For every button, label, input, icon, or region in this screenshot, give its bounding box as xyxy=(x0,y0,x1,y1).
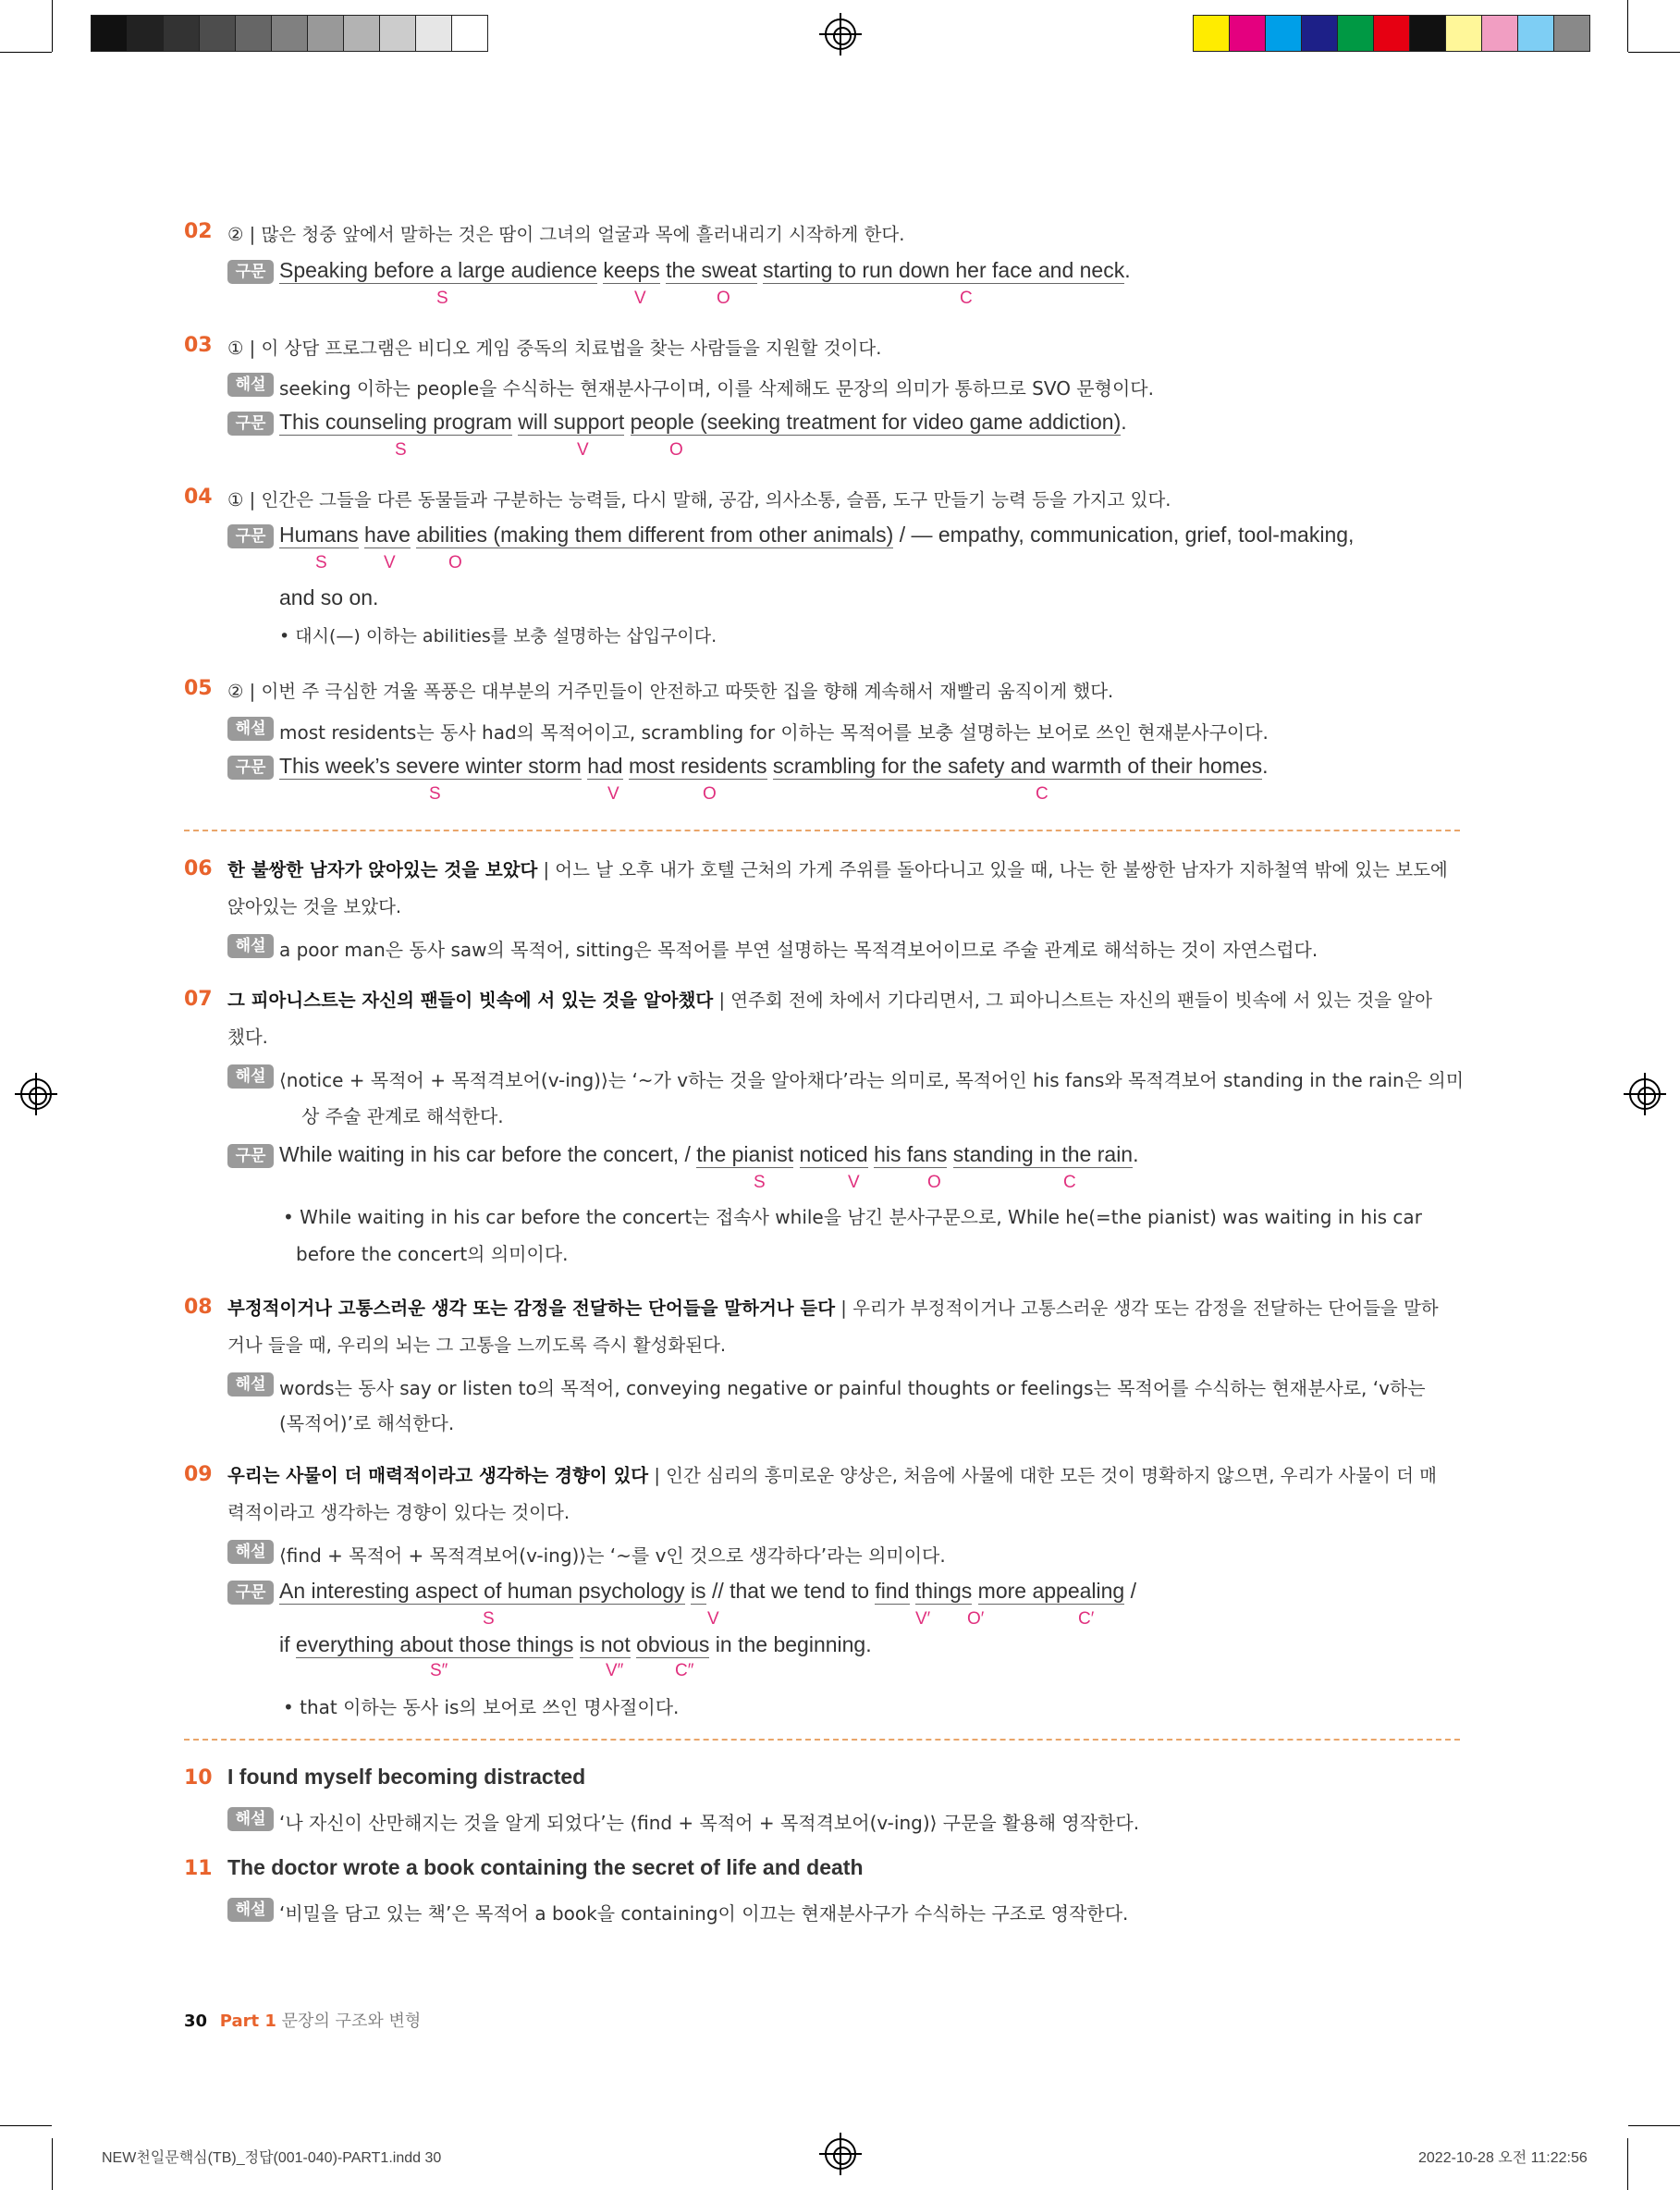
translation-continued: 거나 들을 때, 우리의 뇌는 그 고통을 느끼도록 즉시 활성화된다. xyxy=(227,1335,727,1356)
subject-phrase: Speaking before a large audience xyxy=(279,258,597,282)
item-number: 03 xyxy=(184,334,213,357)
item-header xyxy=(227,855,1448,881)
gumun-badge: 구문 xyxy=(227,1144,274,1168)
item-header: ① | 인간은 그들을 다른 동물들과 구분하는 능력들, 다시 말해, 공감, 의사소통, 슬픔, 도구 만들기 능력 등을 가지고 있다. xyxy=(227,489,1171,511)
tag-c: C xyxy=(1036,784,1048,804)
color-swatch xyxy=(271,15,308,52)
if-word: if xyxy=(279,1632,296,1656)
item-number: 07 xyxy=(184,988,213,1011)
answer: 한 불쌍한 남자가 앉아있는 것을 보았다 xyxy=(227,859,538,880)
color-swatch xyxy=(1229,15,1266,52)
gumun-badge: 구문 xyxy=(227,524,274,548)
tag-c: C xyxy=(1063,1173,1076,1192)
translation-continued: 앉아있는 것을 보았다. xyxy=(227,896,402,917)
gumun-badge: 구문 xyxy=(227,1581,274,1605)
explanation: ⟨find + 목적어 + 목적격보어(v-ing)⟩는 ‘~를 v인 것으로 생각하다’라는 의미이다. xyxy=(279,1544,946,1567)
object-phrase: the sweat xyxy=(666,258,757,282)
subject-phrase: the pianist xyxy=(696,1142,794,1166)
period: . xyxy=(1124,258,1131,282)
period: . xyxy=(1262,754,1269,778)
color-swatch xyxy=(1373,15,1410,52)
structure-line xyxy=(279,754,1269,779)
tag-o: O xyxy=(927,1173,941,1192)
registration-mark-top-icon xyxy=(825,18,856,50)
tag-s: S xyxy=(483,1609,495,1629)
explanation: most residents는 동사 had의 목적어이고, scrambling for 이하는 목적어를 보충 설명하는 보어로 쓰인 현재분사구이다. xyxy=(279,721,1269,744)
item-header xyxy=(227,1294,1439,1320)
color-swatch xyxy=(379,15,416,52)
complement-phrase: starting to run down her face and neck xyxy=(762,258,1125,282)
color-swatch xyxy=(451,15,488,52)
tag-o2: O′ xyxy=(967,1609,985,1629)
color-swatch xyxy=(91,15,128,52)
object-phrase: most residents xyxy=(628,754,767,778)
slug-date: 2022-10-28 오전 11:22:56 xyxy=(1418,2150,1588,2166)
verb-phrase: have xyxy=(364,523,411,547)
answer: 그 피아니스트는 자신의 팬들이 빗속에 서 있는 것을 알아챘다 xyxy=(227,990,714,1011)
explanation: words는 동사 say or listen to의 목적어, conveying negative or painful thoughts or feelings는 목적어를 수식하는 현재분사로, ‘v하는 xyxy=(279,1377,1426,1399)
tag-c3: C″ xyxy=(675,1661,694,1680)
tag-v3: V″ xyxy=(606,1661,624,1680)
item-number: 04 xyxy=(184,486,213,509)
tag-s: S xyxy=(395,440,407,460)
verb-phrase: will support xyxy=(518,410,625,434)
answer: 부정적이거나 고통스러운 생각 또는 감정을 전달하는 단어들을 말하거나 듣다 xyxy=(227,1298,836,1319)
subject-phrase: Humans xyxy=(279,523,359,547)
structure-line xyxy=(279,1142,1138,1167)
translation: | 인간 심리의 흥미로운 양상은, 처음에 사물에 대한 모든 것이 명확하지 않으면, 우리가 사물이 더 매 xyxy=(648,1465,1437,1486)
sentence-end: in the beginning. xyxy=(709,1632,872,1656)
haeseol-badge: 해설 xyxy=(227,1807,274,1831)
verb2-phrase: find xyxy=(875,1579,910,1603)
color-swatch xyxy=(307,15,344,52)
tag-c2: C′ xyxy=(1078,1609,1095,1629)
tag-o: O xyxy=(448,553,462,572)
object-phrase: abilities (making them different from other animals) xyxy=(416,523,894,547)
subject-phrase: An interesting aspect of human psychology xyxy=(279,1579,685,1603)
item-number: 09 xyxy=(184,1463,213,1486)
tag-v: V xyxy=(384,553,396,572)
tag-s: S xyxy=(315,553,327,572)
section-divider xyxy=(184,1739,1460,1741)
explanation: seeking 이하는 people을 수식하는 현재분사구이며, 이를 삭제해도 문장의 의미가 통하므로 SVO 문형이다. xyxy=(279,377,1154,400)
item-header: ② | 많은 청중 앞에서 말하는 것은 땀이 그녀의 얼굴과 목에 흘러내리기 시작하게 한다. xyxy=(227,224,905,245)
object2-phrase: things xyxy=(914,1579,973,1603)
verb-phrase: keeps xyxy=(603,258,660,282)
explanation: ‘나 자신이 산만해지는 것을 알게 되었다’는 ⟨find + 목적어 + 목적격보어(v-ing)⟩ 구문을 활용해 영작한다. xyxy=(279,1812,1140,1834)
haeseol-badge: 해설 xyxy=(227,1372,274,1396)
color-swatch xyxy=(235,15,272,52)
tag-v: V xyxy=(634,289,646,308)
color-swatch xyxy=(343,15,380,52)
structure-line-continued xyxy=(279,1632,872,1657)
color-swatch xyxy=(1409,15,1446,52)
verb3-phrase: is not xyxy=(579,1632,631,1656)
participle-clause: While waiting in his car before the concert, / xyxy=(279,1142,697,1166)
item-header xyxy=(227,1461,1437,1487)
tag-s3: S″ xyxy=(430,1661,448,1680)
item-number: 08 xyxy=(184,1296,213,1319)
bullet-note-continued: before the concert의 의미이다. xyxy=(296,1243,569,1265)
color-swatch xyxy=(1445,15,1482,52)
translation: | 어느 날 오후 내가 호텔 근처의 가게 주위를 돌아다니고 있을 때, 나는 한 불쌍한 남자가 지하철역 밖에 있는 보도에 xyxy=(537,859,1448,880)
object-phrase: people (seeking treatment for video game addiction) xyxy=(630,410,1122,434)
verb-phrase: noticed xyxy=(799,1142,868,1166)
haeseol-badge: 해설 xyxy=(227,1064,274,1089)
subject3-phrase: everything about those things xyxy=(295,1632,574,1656)
page-footer xyxy=(184,2008,421,2032)
item-number: 06 xyxy=(184,857,213,880)
item-header: ② | 이번 주 극심한 겨울 폭풍은 대부분의 거주민들이 안전하고 따뜻한 집을 향해 계속해서 재빨리 움직이게 했다. xyxy=(227,681,1114,702)
tag-v: V xyxy=(607,784,619,804)
item-header xyxy=(227,986,1432,1012)
structure-line-continued: and so on. xyxy=(279,585,379,609)
slash: / xyxy=(1124,1579,1136,1603)
color-swatch xyxy=(1481,15,1518,52)
verb-phrase: had xyxy=(587,754,623,778)
tag-s: S xyxy=(754,1173,766,1192)
period: . xyxy=(1133,1142,1139,1166)
gumun-badge: 구문 xyxy=(227,260,274,284)
answer: I found myself becoming distracted xyxy=(227,1765,586,1789)
explanation-continued: 상 주술 관계로 해석한다. xyxy=(301,1105,504,1127)
structure-line xyxy=(279,523,1354,548)
part-label: Part 1 xyxy=(219,2012,276,2031)
complement-phrase: scrambling for the safety and warmth of their homes xyxy=(772,754,1263,778)
tag-v: V xyxy=(848,1173,860,1192)
registration-mark-bottom-icon xyxy=(825,2138,856,2170)
registration-mark-right-icon xyxy=(1629,1078,1661,1110)
complement3-phrase: obvious xyxy=(636,1632,710,1656)
subject-phrase: This counseling program xyxy=(279,410,512,434)
color-swatch xyxy=(1265,15,1302,52)
translation-continued: 챘다. xyxy=(227,1027,268,1048)
item-number: 05 xyxy=(184,677,213,700)
tag-o: O xyxy=(717,289,730,308)
haeseol-badge: 해설 xyxy=(227,1898,274,1922)
item-number: 02 xyxy=(184,220,213,243)
bullet-note: • that 이하는 동사 is의 보어로 쓰인 명사절이다. xyxy=(283,1696,680,1718)
structure-line xyxy=(279,1579,1136,1604)
gumun-badge: 구문 xyxy=(227,756,274,780)
color-swatch xyxy=(1337,15,1374,52)
translation: | 우리가 부정적이거나 고통스러운 생각 또는 감정을 전달하는 단어들을 말하 xyxy=(835,1298,1439,1319)
complement-phrase: standing in the rain xyxy=(952,1142,1134,1166)
explanation: ‘비밀을 담고 있는 책’은 목적어 a book을 containing이 이끄는 현재분사구가 수식하는 구조로 영작한다. xyxy=(279,1902,1129,1925)
explanation-continued: (목적어)’로 해석한다. xyxy=(279,1412,455,1434)
tag-s: S xyxy=(436,289,448,308)
complement2-phrase: more appealing xyxy=(977,1579,1125,1603)
slug-filename: NEW천일문핵심(TB)_정답(001-040)-PART1.indd 30 xyxy=(102,2150,442,2166)
tag-v2: V′ xyxy=(915,1609,931,1629)
item-header: ① | 이 상담 프로그램은 비디오 게임 중독의 치료법을 찾는 사람들을 지원할 것이다. xyxy=(227,338,882,359)
color-swatch xyxy=(199,15,236,52)
item-number: 10 xyxy=(184,1766,213,1790)
tag-s: S xyxy=(429,784,441,804)
translation-continued: 력적이라고 생각하는 경향이 있다는 것이다. xyxy=(227,1502,570,1523)
section-divider xyxy=(184,830,1460,831)
color-swatch xyxy=(1517,15,1554,52)
color-swatch xyxy=(163,15,200,52)
subject-phrase: This week’s severe winter storm xyxy=(279,754,582,778)
tag-o: O xyxy=(669,440,683,460)
color-swatch xyxy=(415,15,452,52)
haeseol-badge: 해설 xyxy=(227,717,274,741)
color-swatch xyxy=(1553,15,1590,52)
part-title: 문장의 구조와 변형 xyxy=(281,2012,422,2031)
answer: The doctor wrote a book containing the secret of life and death xyxy=(227,1855,864,1879)
haeseol-badge: 해설 xyxy=(227,1540,274,1564)
bullet-note: • 대시(—) 이하는 abilities를 보충 설명하는 삽입구이다. xyxy=(279,626,717,646)
tag-c: C xyxy=(960,289,973,308)
explanation: a poor man은 동사 saw의 목적어, sitting은 목적어를 부연 설명하는 목적격보어이므로 주술 관계로 해석하는 것이 자연스럽다. xyxy=(279,939,1318,961)
tag-v: V xyxy=(577,440,589,460)
that-clause-intro: // that we tend to xyxy=(705,1579,876,1603)
color-swatch xyxy=(1301,15,1338,52)
bullet-note: • While waiting in his car before the concert는 접속사 while을 남긴 분사구문으로, While he(=the pianist) was waiting in his car xyxy=(283,1206,1422,1228)
haeseol-badge: 해설 xyxy=(227,934,274,958)
explanation: ⟨notice + 목적어 + 목적격보어(v-ing)⟩는 ‘~가 v하는 것을 알아채다’라는 의미로, 목적어인 his fans와 목적격보어 standing in the rain은 의미 xyxy=(279,1069,1465,1091)
translation: | 연주회 전에 차에서 기다리면서, 그 피아니스트는 자신의 팬들이 빗속에 서 있는 것을 알아 xyxy=(713,990,1432,1011)
structure-line xyxy=(279,410,1127,435)
tag-o: O xyxy=(703,784,717,804)
color-swatch xyxy=(1193,15,1230,52)
answer: 우리는 사물이 더 매력적이라고 생각하는 경향이 있다 xyxy=(227,1465,649,1486)
object-phrase: his fans xyxy=(874,1142,948,1166)
verb-phrase: is xyxy=(690,1579,706,1603)
haeseol-badge: 해설 xyxy=(227,373,274,397)
color-swatch xyxy=(127,15,164,52)
page-number: 30 xyxy=(184,2012,208,2031)
structure-line xyxy=(279,258,1131,283)
item-number: 11 xyxy=(184,1857,213,1880)
appositive-text: / — empathy, communication, grief, tool-making, xyxy=(893,523,1355,547)
tag-v: V xyxy=(707,1609,719,1629)
period: . xyxy=(1121,410,1127,434)
registration-mark-left-icon xyxy=(20,1078,52,1110)
gumun-badge: 구문 xyxy=(227,412,274,436)
